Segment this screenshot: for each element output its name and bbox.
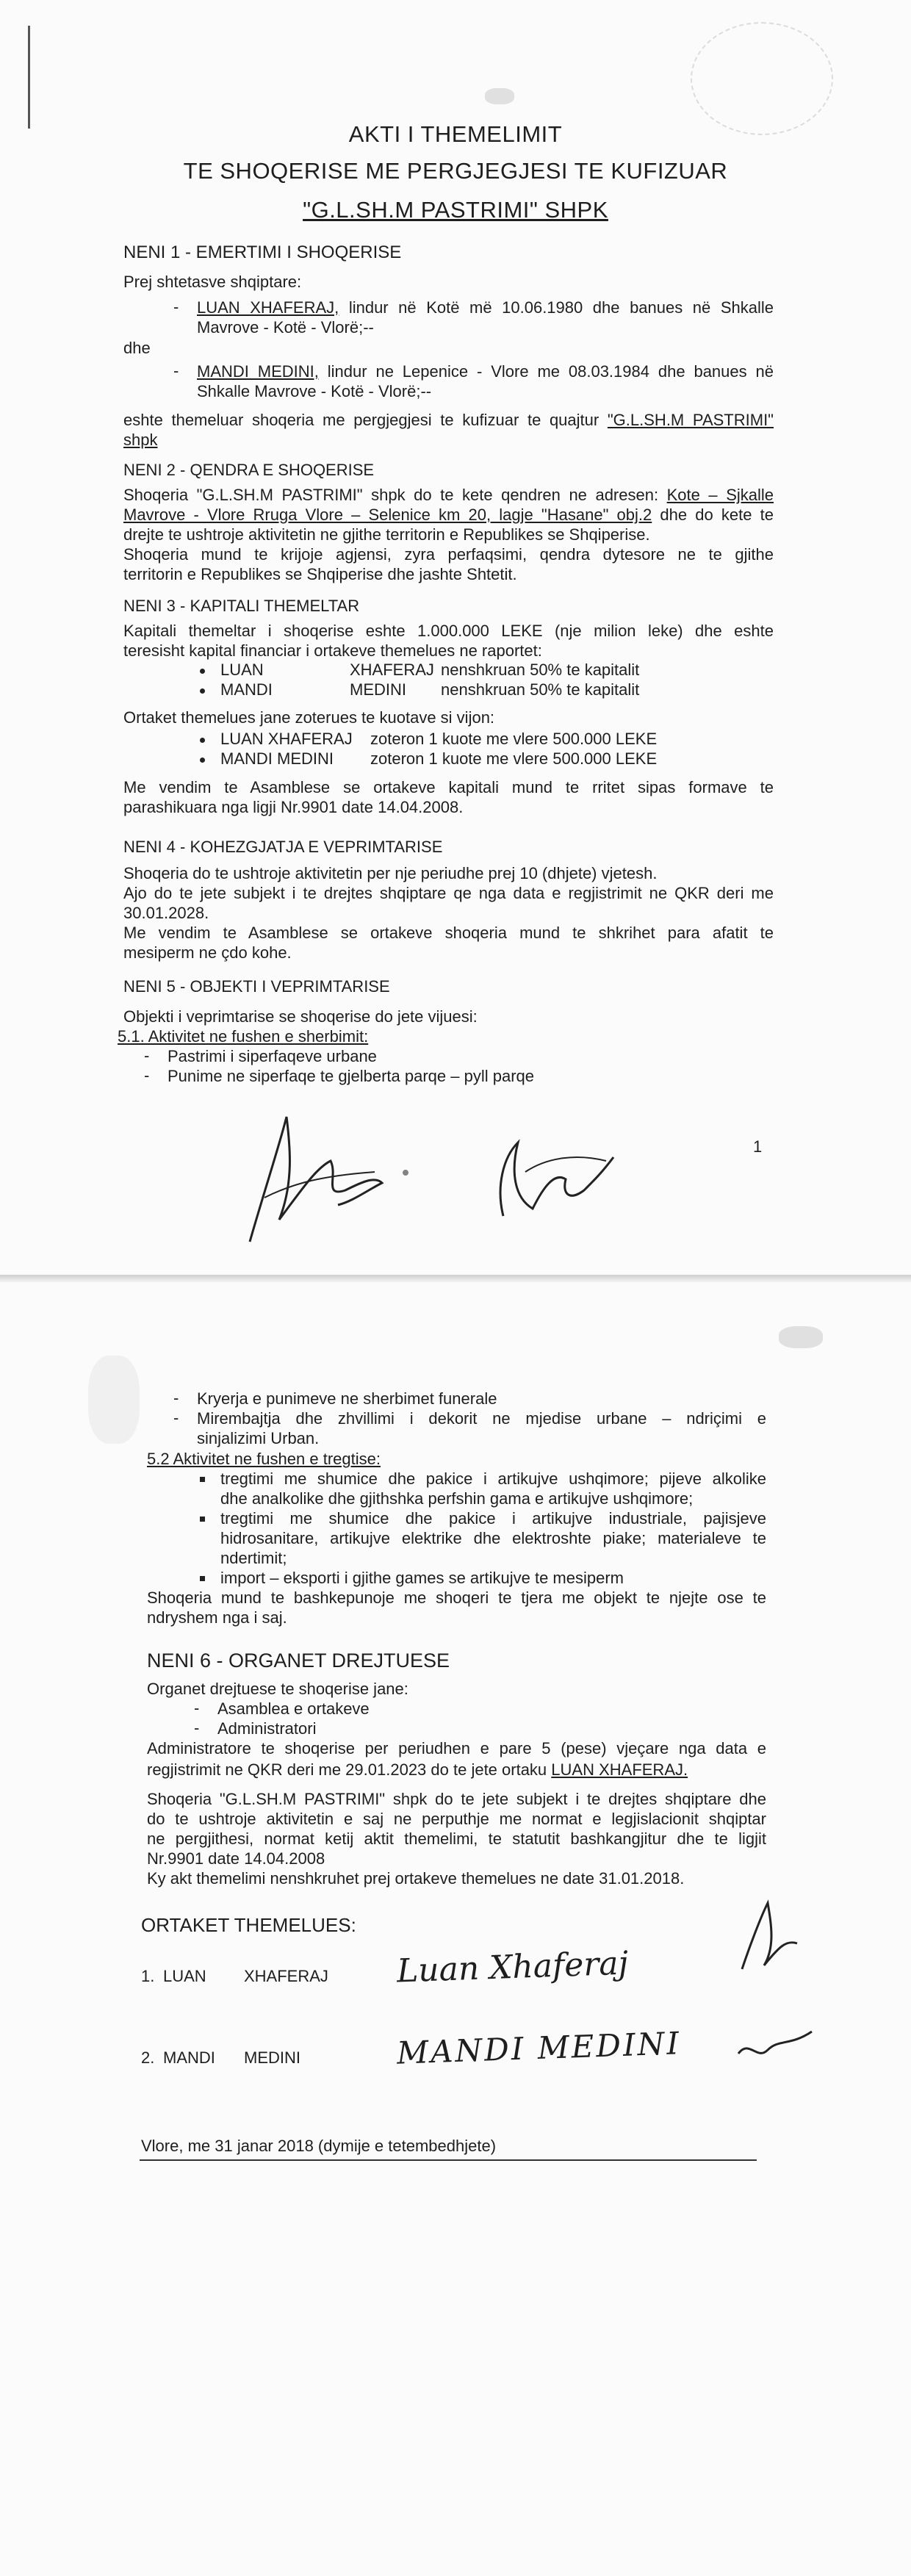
founder-first-name: MANDI — [163, 2048, 215, 2067]
dash-marker: - — [173, 361, 179, 380]
founder-number: 2. — [141, 2048, 155, 2067]
neni1-closing-line2: shpk — [123, 431, 158, 449]
dash-marker: - — [144, 1046, 150, 1065]
service-item-cont: sinjalizimi Urban. — [197, 1429, 320, 1447]
share-first-name: LUAN — [220, 661, 264, 679]
trade-item-cont: hidrosanitare, artikujve elektrike dhe elektroshte piake; materialeve te — [220, 1529, 766, 1547]
founder-first-name: LUAN — [163, 1967, 206, 1985]
scan-edge-mark — [28, 26, 30, 129]
neni3-line2: teresisht kapital financiar i ortakeve themelues ne raportet: — [123, 641, 542, 660]
neni5-sub1: 5.1. Aktivitet ne fushen e sherbimit: — [118, 1027, 369, 1046]
neni4-line4: Me vendim te Asamblese se ortakeve shoqeria mund te shkrihet para afatit te — [123, 924, 774, 942]
neni4-line3: 30.01.2028. — [123, 904, 209, 922]
neni3-heading: NENI 3 - KAPITALI THEMELTAR — [123, 597, 360, 615]
initials-signature-1 — [235, 1102, 397, 1249]
dash-marker: - — [173, 298, 179, 316]
neni1-heading: NENI 1 - EMERTIMI I SHOQERISE — [123, 242, 402, 262]
quota-text: zoteron 1 kuote me vlere 500.000 LEKE — [370, 749, 658, 768]
share-first-name: MANDI — [220, 680, 273, 699]
document-page-1 — [0, 0, 911, 1275]
founder-last-name: MEDINI — [244, 2048, 300, 2067]
share-row-1 — [220, 661, 639, 680]
page-number: 1 — [753, 1137, 763, 1156]
neni2-line1-text: Shoqeria "G.L.SH.M PASTRIMI" shpk do te kete qendren ne adresen: — [123, 486, 667, 504]
bullet-marker — [200, 1576, 205, 1581]
trade-item-cont: ndertimit; — [220, 1549, 287, 1567]
share-last-name: MEDINI — [350, 680, 406, 699]
title-line-3: "G.L.SH.M PASTRIMI" SHPK — [303, 197, 608, 223]
share-text: nenshkruan 50% te kapitalit — [441, 680, 640, 699]
dash-marker: - — [144, 1066, 150, 1084]
title-line-1: AKTI I THEMELIMIT — [348, 121, 563, 147]
neni3-line1: Kapitali themeltar i shoqerise eshte 1.000.000 LEKE (nje milion leke) dhe eshte — [123, 622, 774, 640]
bullet-marker — [200, 1477, 205, 1482]
scan-smudge — [485, 88, 514, 104]
service-item: Pastrimi i siperfaqeve urbane — [168, 1047, 377, 1065]
service-item: Kryerja e punimeve ne sherbimet funerale — [197, 1389, 497, 1408]
page-separator — [0, 1275, 911, 1282]
bottom-rule — [140, 2159, 757, 2161]
quota-text: zoteron 1 kuote me vlere 500.000 LEKE — [370, 730, 658, 748]
neni2-heading: NENI 2 - QENDRA E SHOQERISE — [123, 461, 375, 479]
quota-name: LUAN XHAFERAJ — [220, 730, 353, 748]
organ-item: Administratori — [217, 1719, 317, 1738]
neni3-line-end1: Me vendim te Asamblese se ortakeve kapitali mund te rritet sipas formave te — [123, 778, 774, 796]
neni2-address-part1: Kote – Sjkalle — [666, 486, 774, 504]
admin-line1: Administratore te shoqerise per periudhen e pare 5 (pese) vjeçare nga data e — [147, 1739, 766, 1757]
founder-row-2 — [141, 2048, 300, 2068]
neni2-address-part2: Mavrove - Vlore Rruga Vlore – Selenice km 20, lagje "Hasane" obj.2 — [123, 506, 652, 524]
title-line-2: TE SHOQERISE ME PERGJEGJESI TE KUFIZUAR — [183, 158, 728, 184]
scan-smudge — [779, 1326, 823, 1348]
founder-signature-2: MANDI MEDINI — [396, 2025, 682, 2071]
trade-item: tregtimi me shumice dhe pakice i artikujve industriale, pajisjeve — [220, 1509, 766, 1528]
subject-line3: ne pergjithesi, normat ketij aktit themelimi, te statutit bashkangjitur dhe te ligjit — [147, 1830, 766, 1848]
initials-signature-2 — [474, 1128, 621, 1223]
subject-line2: do te ushtroje aktivitetin e saj ne perputhje me normat e legjislacionit shqiptar — [147, 1810, 766, 1828]
bullet-marker — [200, 1517, 205, 1522]
ink-dot — [403, 1170, 408, 1176]
coop-line1: Shoqeria mund te bashkepunoje me shoqeri te tjera me objekt te njejte ose te — [147, 1589, 766, 1607]
initials-signature-3 — [735, 1896, 801, 1976]
neni1-intro: Prej shtetasve shqiptare: — [123, 273, 302, 291]
place-date: Vlore, me 31 janar 2018 (dymije e tetembedhjete) — [141, 2137, 497, 2155]
bullet-marker — [200, 669, 205, 674]
neni2-line1 — [123, 485, 774, 505]
neni1-closing-text: eshte themeluar shoqeria me pergjegjesi te kufizuar te quajtur — [123, 411, 608, 429]
service-item: Punime ne siperfaqe te gjelberta parqe – pyll parqe — [168, 1067, 534, 1085]
trade-item-cont: dhe analkolike dhe gjithshka perfshin gama e artikujve ushqimore; — [220, 1489, 694, 1508]
trade-item: import – eksporti i gjithe games se artikujve te mesiperm — [220, 1569, 624, 1587]
founder-row-1 — [141, 1967, 328, 1986]
quota-row-2 — [220, 749, 657, 769]
bullet-marker — [200, 738, 205, 743]
person1-details: lindur në Kotë më 10.06.1980 dhe banues në Shkalle — [339, 298, 774, 317]
person2-details: lindur ne Lepenice - Vlore me 08.03.1984 dhe banues në — [318, 362, 774, 381]
neni1-closing-line1 — [123, 410, 774, 430]
subject-line1: Shoqeria "G.L.SH.M PASTRIMI" shpk do te jete subjekt i te drejtes shqiptare dhe — [147, 1790, 766, 1808]
founder-signature-1: Luan Xhaferaj — [396, 1944, 630, 1990]
neni4-line2: Ajo do te jete subjekt i te drejtes shqiptare qe nga data e regjistrimit ne QKR deri me — [123, 884, 774, 902]
neni1-dhe: dhe — [123, 339, 151, 357]
neni6-heading: NENI 6 - ORGANET DREJTUESE — [147, 1649, 450, 1672]
quota-row-1 — [220, 730, 657, 749]
neni4-line5: mesiperm ne çdo kohe. — [123, 943, 292, 962]
company-name: "G.L.SH.M PASTRIMI" — [607, 411, 774, 429]
dash-marker: - — [194, 1699, 200, 1717]
dash-marker: - — [173, 1408, 179, 1427]
person1-name: LUAN XHAFERAJ, — [197, 298, 339, 317]
trade-item: tregtimi me shumice dhe pakice i artikujve ushqimore; pijeve alkolike — [220, 1469, 766, 1488]
founders-heading: ORTAKET THEMELUES: — [141, 1914, 356, 1936]
share-last-name: XHAFERAJ — [350, 661, 434, 679]
founder-number: 1. — [141, 1967, 155, 1985]
person1-line2: Mavrove - Kotë - Vlorë;-- — [197, 318, 374, 337]
admin-line2 — [147, 1760, 688, 1780]
neni5-heading: NENI 5 - OBJEKTI I VEPRIMTARISE — [123, 977, 390, 996]
neni3-line-end2: parashikuara nga ligji Nr.9901 date 14.04.2008. — [123, 798, 464, 816]
service-item: Mirembajtja dhe zhvillimi i dekorit ne mjedise urbane – ndriçimi e — [197, 1409, 766, 1428]
founder-last-name: XHAFERAJ — [244, 1967, 328, 1985]
person2-line2: Shkalle Mavrove - Kotë - Vlorë;-- — [197, 382, 432, 400]
neni2-line2-text: dhe do kete te — [652, 506, 774, 524]
person1-line1 — [197, 298, 774, 317]
neni2-line5: territorin e Republikes se Shqiperise dhe jashte Shtetit. — [123, 565, 517, 583]
neni2-line2 — [123, 505, 774, 525]
subject-line5: Ky akt themelimi nenshkruhet prej ortakeve themelues ne date 31.01.2018. — [147, 1869, 685, 1888]
administrator-name: LUAN XHAFERAJ. — [551, 1760, 688, 1779]
neni5-sub2: 5.2 Aktivitet ne fushen e tregtise: — [147, 1450, 381, 1468]
neni5-intro: Objekti i veprimtarise se shoqerise do jete vijuesi: — [123, 1007, 478, 1026]
share-row-2 — [220, 680, 639, 699]
neni3-quota-intro: Ortaket themelues jane zoterues te kuotave si vijon: — [123, 708, 495, 727]
quota-name: MANDI MEDINI — [220, 749, 334, 768]
document-page-2 — [0, 1282, 911, 2576]
neni4-line1: Shoqeria do te ushtroje aktivitetin per nje periudhe prej 10 (dhjete) vjetesh. — [123, 864, 658, 882]
share-text: nenshkruan 50% te kapitalit — [441, 661, 640, 679]
neni6-intro: Organet drejtuese te shoqerise jane: — [147, 1680, 408, 1698]
coop-line2: ndryshem nga i saj. — [147, 1608, 287, 1627]
dash-marker: - — [173, 1389, 179, 1407]
subject-line4: Nr.9901 date 14.04.2008 — [147, 1849, 325, 1868]
organ-item: Asamblea e ortakeve — [217, 1699, 370, 1718]
neni4-heading: NENI 4 - KOHEZGJATJA E VEPRIMTARISE — [123, 838, 443, 856]
stamp-seal — [691, 22, 833, 135]
person2-line1 — [197, 361, 774, 381]
bullet-marker — [200, 758, 205, 763]
bullet-marker — [200, 688, 205, 694]
initials-signature-4 — [735, 2024, 815, 2076]
admin-line2-text: regjistrimit ne QKR deri me 29.01.2023 do te jete ortaku — [147, 1760, 552, 1779]
dash-marker: - — [194, 1719, 200, 1737]
scan-smudge — [88, 1356, 140, 1444]
neni2-line3: drejte te ushtroje aktivitetin ne gjithe territorin e Republikes se Shqiperise. — [123, 525, 650, 544]
neni2-line4: Shoqeria mund te krijoje agjensi, zyra perfaqsimi, qendra dytesore ne te gjithe — [123, 545, 774, 564]
person2-name: MANDI MEDINI, — [197, 362, 319, 381]
